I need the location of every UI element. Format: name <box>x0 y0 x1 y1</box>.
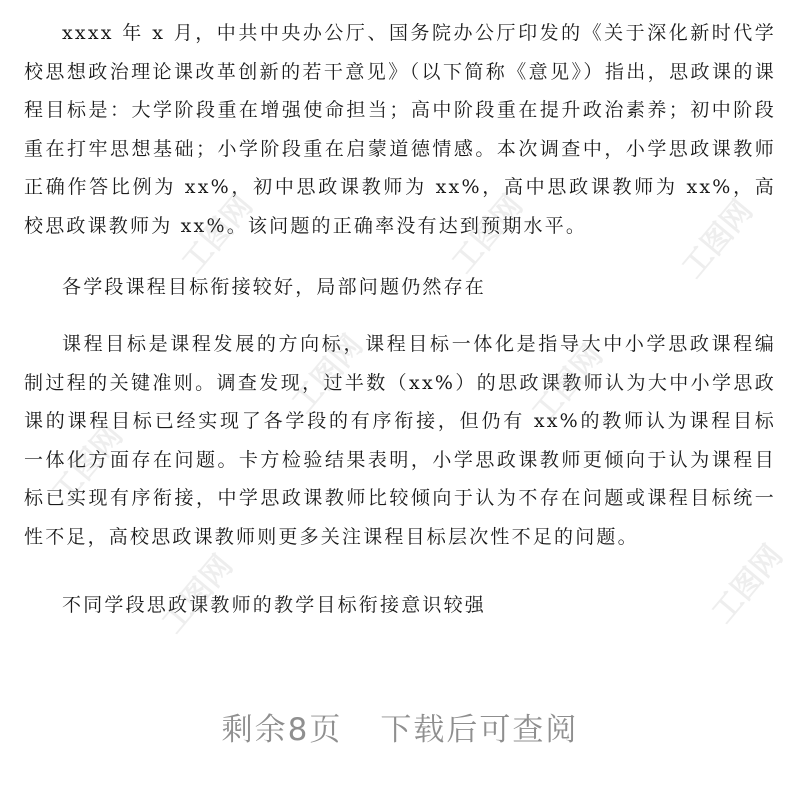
watermark: 工图网 <box>525 338 611 430</box>
download-to-view-label: 下载后可查阅 <box>380 712 579 748</box>
remaining-pages-label: 剩余8页 <box>221 712 343 748</box>
watermark: 工图网 <box>445 188 531 280</box>
watermark: 工图网 <box>705 538 791 630</box>
paragraph-policy: xxxx 年 x 月，中共中央办公厅、国务院办公厅印发的《关于深化新时代学校思想政治理论课改革创新的若干意见》（以下简称《意见》）指出，思政课的课程目标是：大学阶段重在增强使命担当；高中阶段重在提升政治素养；初中阶段重在打牢思想基础；小学阶段重在启蒙道德情感。本次调查中，小学思政课教师正确作答比例为 xx%，初中思政课教师为 xx%，高中思政课教师为 xx%，高校思政课教师为 xx%。该问题的正确率没有达到预期水平。 <box>24 22 776 237</box>
paragraph-survey-findings: 课程目标是课程发展的方向标，课程目标一体化是指导大中小学思政课程编制过程的关键准则。调查发现，过半数（xx%）的思政课教师认为大中小学思政课的课程目标已经实现了各学段的有序衔接，但仍有 xx%的教师认为课程目标一体化方面存在问题。卡方检验结果表明，小学思政课教师更倾向于认为课程目标已实现有序衔接，中学思政课教师比较倾向于认为不存在问题或课程目标统一性不足，高校思政课教师则更多关注课程目标层次性不足的问题。 <box>24 333 776 548</box>
watermark: 工图网 <box>675 193 761 285</box>
section-heading-teaching-goals: 不同学段思政课教师的教学目标衔接意识较强 <box>62 594 487 616</box>
watermark: 工图网 <box>45 418 131 510</box>
watermark: 工图网 <box>155 548 241 640</box>
download-prompt-banner[interactable] <box>0 700 800 760</box>
watermark: 工图网 <box>285 328 371 420</box>
watermark: 工图网 <box>175 188 261 280</box>
section-heading-course-goals: 各学段课程目标衔接较好，局部问题仍然存在 <box>62 276 487 298</box>
